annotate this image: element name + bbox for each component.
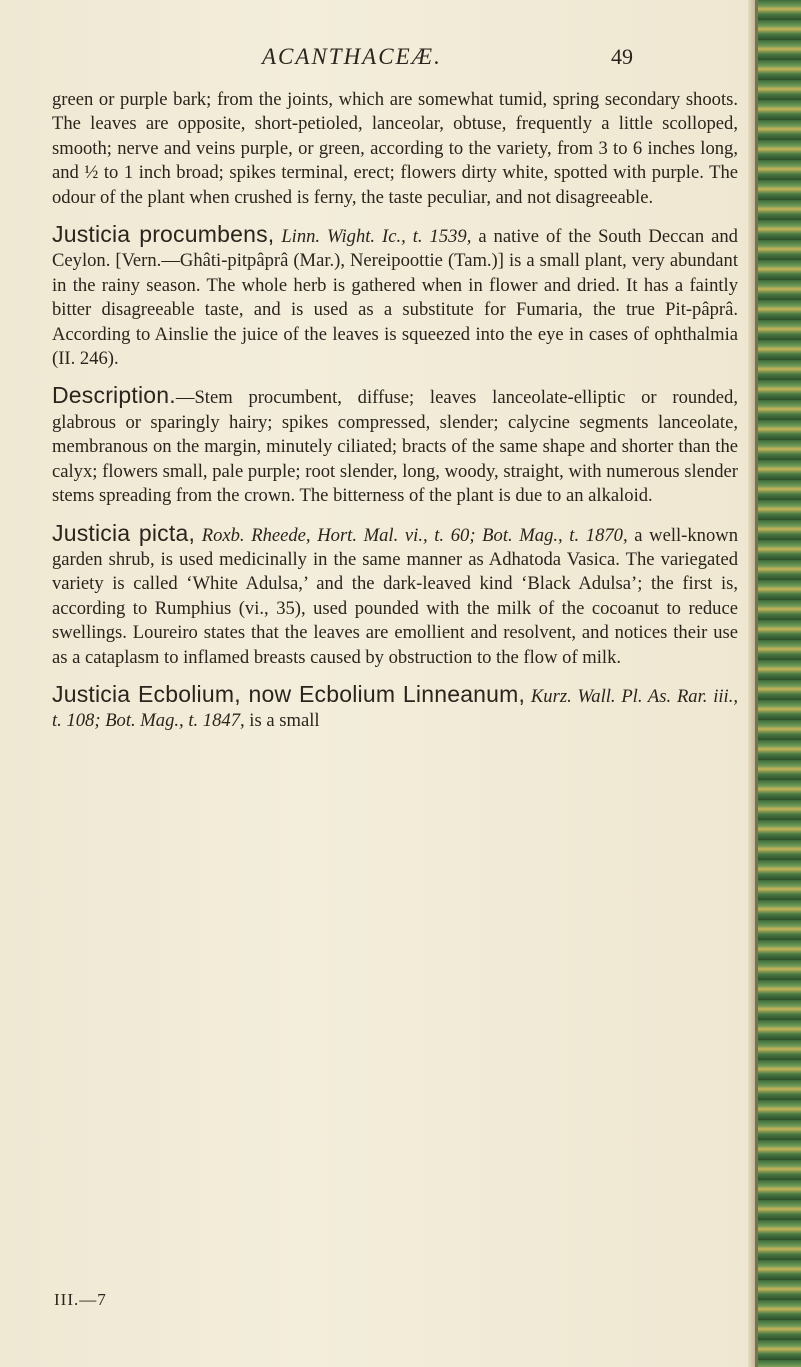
signature-mark: III.—7: [54, 1290, 107, 1309]
paragraph-description: [52, 383, 738, 508]
species-heading: Justicia Ecbolium, now Ecbolium Linneanum,: [52, 680, 526, 707]
paragraph-text: is a small: [249, 710, 320, 732]
species-reference: Kurz. Wall. Pl. As. Rar. iii., t. 108; Bot. Mag., t. 1847,: [52, 685, 738, 732]
book-cover-edge: [755, 0, 801, 1367]
paragraph-justicia-ecbolium: [52, 682, 738, 734]
species-heading: Justicia picta,: [52, 519, 196, 546]
paragraph-text: green or purple bark; from the joints, which are somewhat tumid, spring secondary shoots. The leaves are opposite, short-petioled, lanceolar, obtuse, frequently a little scolloped, smooth; nerve and veins purple, or green, according to the variety, from 3 to 6 inches long, and ½ to 1 inch broad; spikes terminal, erect; flowers dirty white, spotted with purple. The odour of the plant when crushed is ferny, the taste peculiar, and not disagreeable.: [52, 89, 738, 208]
paragraph-text: a well-known garden shrub, is used medicinally in the same manner as Adhatoda Vasica. The variegated variety is called ‘White Adulsa,’ and the dark-leaved kind ‘Black Adulsa’; the first is, according to Rumphius (vi., 35), used pounded with the milk of the cocoanut to reduce swellings. Loureiro states that the leaves are emollient and resolvent, and notices their use as a cataplasm to inflamed breasts caused by obstruction to the flow of milk.: [52, 524, 738, 668]
paragraph-text: a native of the South Deccan and Ceylon. [Vern.—Ghâti-pitpâprâ (Mar.), Nereipoottie (Tam.)] is a small plant, very abundant in the rainy season. The whole herb is gathered when in flower and dried. It has a faintly bitter disagreeable taste, and is used as a substitute for Fumaria, the true Pit-pâprâ. According to Ainslie the juice of the leaves is squeezed into the eye in cases of ophthalmia (II. 246).: [52, 226, 738, 370]
paragraph-continuation: [52, 88, 738, 210]
section-heading: Description.: [52, 382, 176, 409]
page-number: 49: [611, 44, 633, 69]
running-title: ACANTHACEÆ.: [262, 44, 442, 69]
paragraph-justicia-picta: [52, 521, 738, 670]
species-reference: Linn. Wight. Ic., t. 1539,: [281, 226, 472, 248]
page-header: [0, 30, 755, 70]
paragraph-justicia-procumbens: [52, 222, 738, 371]
paragraph-text: —Stem procumbent, diffuse; leaves lanceolate-elliptic or rounded, glabrous or sparingly hairy; spikes compressed, slender; calycine segments lanceolate, membranous on the margin, minutely ciliated; bracts of the same shape and shorter than the calyx; flowers small, pale purple; root slender, long, woody, straight, with numerous slender stems spreading from the crown. The bitterness of the plant is due to an alkaloid.: [52, 387, 738, 507]
species-heading: Justicia procumbens,: [52, 221, 275, 248]
body-text: [52, 88, 738, 734]
species-reference: Roxb. Rheede, Hort. Mal. vi., t. 60; Bot. Mag., t. 1870,: [201, 524, 628, 546]
